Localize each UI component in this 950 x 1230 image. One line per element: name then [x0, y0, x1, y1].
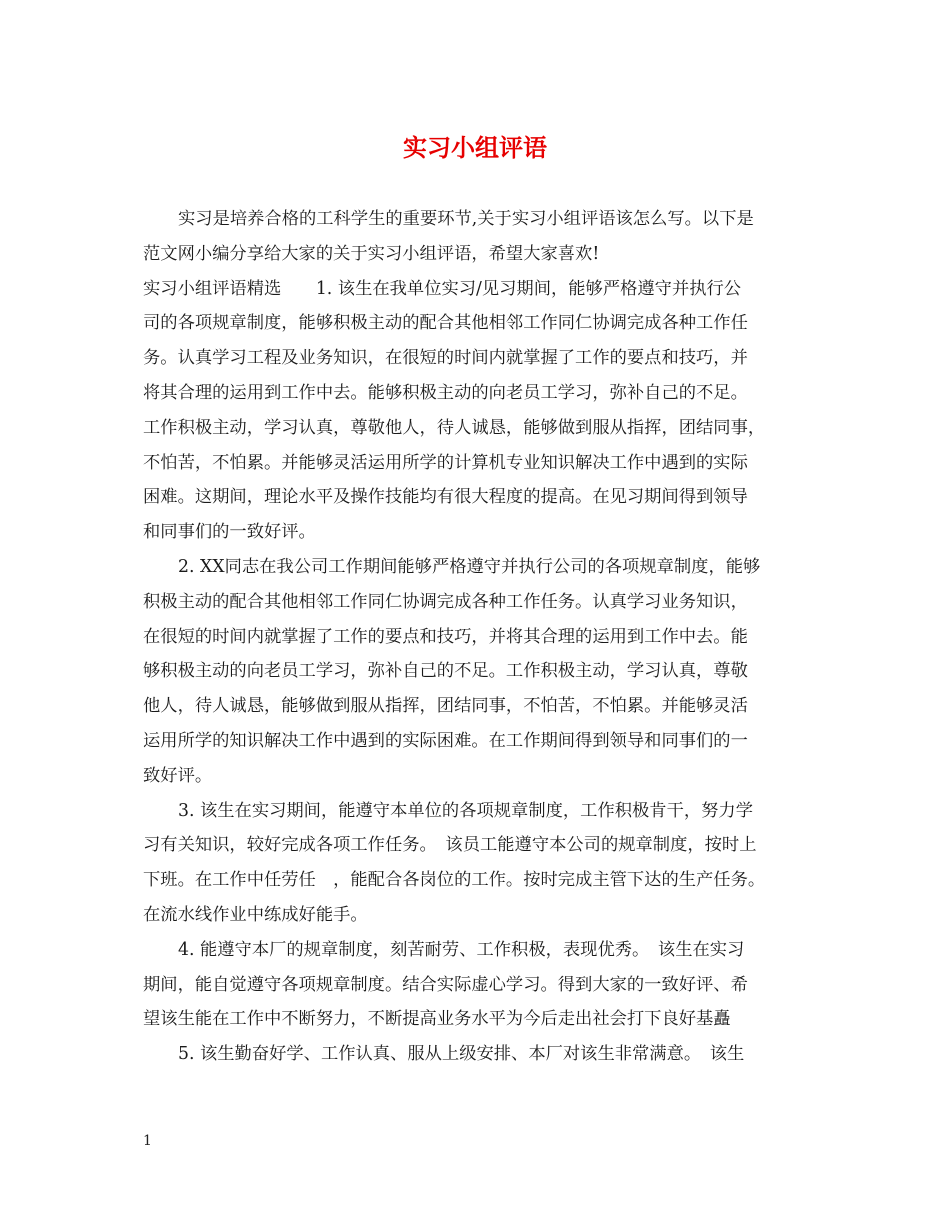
text-line: 他人，待人诚恳，能够做到服从指挥，团结同事，不怕苦，不怕累。并能够灵活: [143, 696, 748, 717]
text-line: 务。认真学习工程及业务知识，在很短的时间内就掌握了工作的要点和技巧，并: [143, 348, 748, 369]
text-line: 困难。这期间，理论水平及操作技能均有很大程度的提高。在见习期间得到领导: [143, 487, 748, 508]
text-line: 实习是培养合格的工科学生的重要环节,关于实习小组评语该怎么写。以下是: [178, 209, 754, 229]
text-line: 期间，能自觉遵守各项规章制度。结合实际虚心学习。得到大家的一致好评、希: [143, 974, 748, 995]
comment-paragraph-4: [143, 933, 813, 1037]
text-line: 工作积极主动，学习认真，尊敬他人，待人诚恳，能够做到服从指挥，团结同事，: [143, 417, 766, 438]
text-line: 将其合理的运用到工作中去。能够积极主动的向老员工学习，弥补自己的不足。: [143, 382, 748, 403]
text-line: 3. 该生在实习期间，能遵守本单位的各项规章制度，工作积极肯干，努力学: [178, 800, 753, 821]
document-title: 实习小组评语: [403, 133, 547, 162]
text-line: 实习小组评语精选 1. 该生在我单位实习/见习期间，能够严格遵守并执行公: [143, 278, 742, 299]
text-line: 司的各项规章制度，能够积极主动的配合其他相邻工作同仁协调完成各种工作任: [143, 313, 748, 334]
comment-paragraph-1: [143, 272, 813, 550]
text-line: 望该生能在工作中不断努力，不断提高业务水平为今后走出社会打下良好基矗: [143, 1009, 731, 1030]
text-line: 5. 该生勤奋好学、工作认真、服从上级安排、本厂对该生非常满意。 该生: [178, 1044, 745, 1065]
comment-paragraph-3: [143, 794, 813, 933]
text-line: 在流水线作业中练成好能手。: [143, 904, 368, 925]
text-line: 积极主动的配合其他相邻工作同仁协调完成各种工作任务。认真学习业务知识，: [143, 591, 748, 612]
document-body: [143, 202, 813, 1072]
text-line: 范文网小编分享给大家的关于实习小组评语，希望大家喜欢!: [143, 243, 600, 264]
comment-paragraph-5: [143, 1037, 813, 1072]
text-line: 在很短的时间内就掌握了工作的要点和技巧，并将其合理的运用到工作中去。能: [143, 626, 748, 647]
intro-paragraph: [143, 202, 813, 272]
comment-paragraph-2: [143, 550, 813, 794]
page-number: 1: [143, 1133, 152, 1149]
text-line: 致好评。: [143, 765, 213, 786]
text-line: 习有关知识，较好完成各项工作任务。 该员工能遵守本公司的规章制度，按时上: [143, 835, 757, 856]
text-line: 下班。在工作中任劳任 ，能配合各岗位的工作。按时完成主管下达的生产任务。: [143, 870, 766, 891]
text-line: 2. XX同志在我公司工作期间能够严格遵守并执行公司的各项规章制度，能够: [178, 556, 761, 577]
text-line: 运用所学的知识解决工作中遇到的实际困难。在工作期间得到领导和同事们的一: [143, 730, 748, 751]
text-line: 不怕苦，不怕累。并能够灵活运用所学的计算机专业知识解决工作中遇到的实际: [143, 452, 748, 473]
text-line: 4. 能遵守本厂的规章制度，刻苦耐劳、工作积极，表现优秀。 该生在实习: [178, 939, 745, 960]
text-line: 和同事们的一致好评。: [143, 522, 316, 543]
text-line: 够积极主动的向老员工学习，弥补自己的不足。工作积极主动，学习认真，尊敬: [143, 661, 748, 682]
